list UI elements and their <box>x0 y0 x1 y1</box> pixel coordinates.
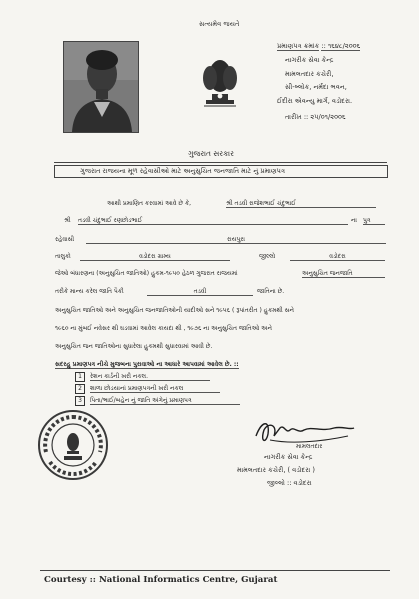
evidence-item-3: પિતા/ભાઈ/બહેન નું જાતિ અંગેનું પ્રમાણપત્ર <box>90 397 240 405</box>
government-title: ગુજરાત સરકાર <box>188 149 234 158</box>
father-prefix: શ્રી <box>64 217 71 224</box>
office-line-3: સી-બ્લોક, નર્મદા ભવન, <box>285 83 347 91</box>
taluka-value: વડોદરા ગ્રામ્ય <box>80 253 230 261</box>
father-suffix: ના <box>351 217 357 224</box>
national-motto: સત્યમેવ જયતે <box>199 20 240 28</box>
evidence-heading: સદરહુ પ્રમાણપત્ર નીચે મુજબના પુરાવાઓ ના આધારે આપવામાં આવેલ છે. :: <box>55 361 239 368</box>
relation-value: પુત્ર <box>363 217 385 225</box>
footer-courtesy: Courtesy :: National Informatics Centre, Gujarat <box>44 575 278 585</box>
signatory-designation: મામલતદાર <box>296 443 323 450</box>
caste-suffix: જાતિના છે. <box>257 288 285 295</box>
signatory-center: નાગરીક સેવા કેન્દ્ર <box>264 453 313 461</box>
resident-village: રાયપુરા <box>86 236 386 244</box>
father-name: તડવી ચંદુભાઈ રણછોડભાઈ <box>78 217 348 225</box>
paragraph-line-1: અનુસુચિત જાતિઓ અને અનુસુચિત જનજાતિઓની યાદીઓ સને ૧૯૫૬ ( રૂપાંતરીત ) હુકમથી સને <box>55 307 294 314</box>
office-line-2: મામલતદાર કચેરી, <box>285 70 334 78</box>
signatory-office: મામલતદાર કચેરી, ( વડોદરા ) <box>237 466 315 474</box>
caste-value: તડવી <box>147 288 253 296</box>
national-emblem-icon <box>198 50 242 108</box>
issue-date: તારીખ :: ૨૫/૦૧/૨૦૦૬ <box>285 113 346 121</box>
official-seal-stamp <box>36 408 110 482</box>
signatory-district: જીલ્લો :: વડોદરા <box>267 479 312 487</box>
district-value: વડોદરા <box>290 253 385 261</box>
applicant-photo <box>63 41 139 133</box>
certify-text: આથી પ્રમાણિત કરવામાં આવે છે કે, <box>107 200 192 207</box>
certificate-number: પ્રમાણપત્ર ક્રમાંક :: ૧૬૪૮/૨૦૦૬ <box>277 42 361 50</box>
person-silhouette-icon <box>64 42 138 132</box>
office-line-4: ઈંદીરા એવન્યુ માર્ગ, વડોદરા. <box>277 97 353 105</box>
evidence-number-box: 2 <box>75 384 85 394</box>
applicant-name: શ્રી તડવી રાજેશભાઈ ચંદુભાઈ <box>226 200 376 208</box>
evidence-number-box: 1 <box>75 372 85 382</box>
district-label: જીલ્લો <box>259 253 276 260</box>
office-line-1: નાગરીક સેવા કેન્દ્ર <box>285 56 334 64</box>
resident-label: રહેવાસી <box>55 236 75 243</box>
document-title: ગુજરાત રાજયના મૂળ રહેવાસીઓ માટે અનુસુચિત જનજાતિ માટે નું પ્રમાણપત્ર <box>80 167 286 175</box>
order-text: જેઓ બંધારણના (અનુસુચિત જાતિઓ) હુકમ-૧૯૫૦ હેઠળ ગુજરાત રાજયમાં <box>55 270 238 277</box>
evidence-item-1: રેશન કાર્ડની ખરી નકલ. <box>90 373 210 381</box>
paragraph-line-3: અનુસુચિત જન જાતિઓના સુધારેલા હુકમથી સુધારવામાં આવી છે. <box>55 343 213 350</box>
footer-divider <box>40 570 390 571</box>
category-value: અનુસુચિત જનજાતિ <box>302 270 385 278</box>
recognized-text: તરીકે માન્ય કરેલ જાતિ પૈકી <box>55 288 124 295</box>
taluka-label: તાલુકો <box>55 253 71 260</box>
evidence-item-2: શાળા છોડયાનાં પ્રમાણપત્રની ખરી નકલ <box>90 385 220 393</box>
paragraph-line-2: ૧૯૬૦ ના મુંબઈ નવેસર થી ઘડવામાં આવેલ કાયદા થી , ૧૯૭૬ ના અનુસુચિત જાતિઓ અને <box>55 325 272 332</box>
evidence-number-box: 3 <box>75 396 85 406</box>
divider <box>54 162 387 163</box>
